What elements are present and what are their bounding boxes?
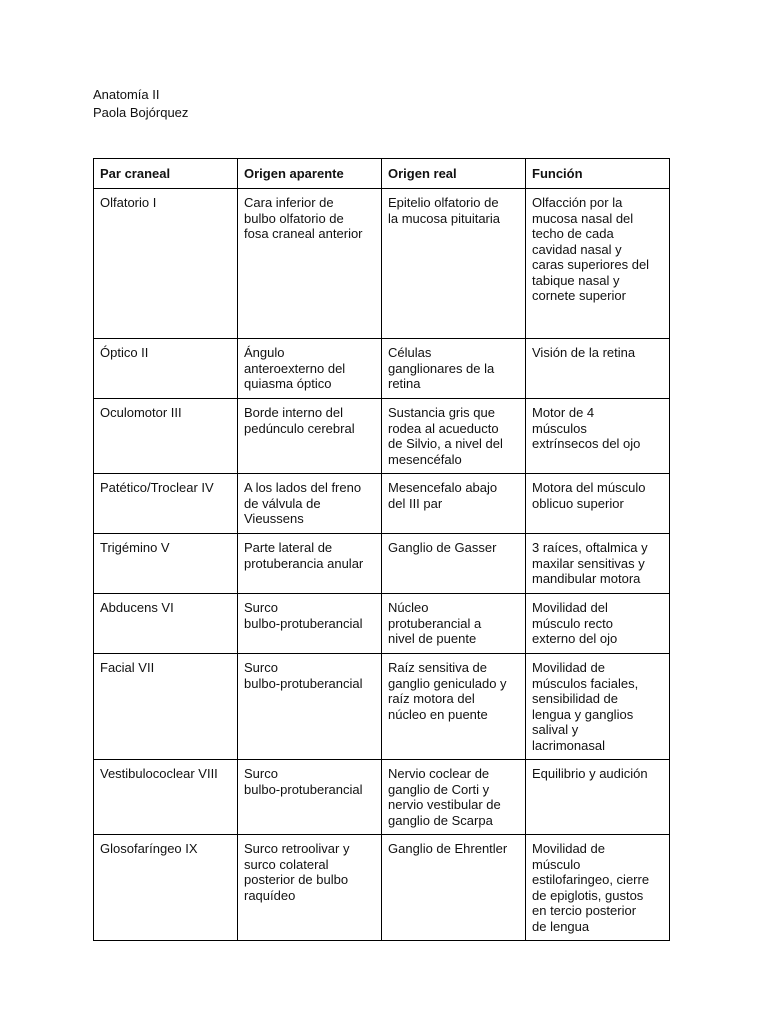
table-cell-par-craneal: Olfatorio I — [94, 189, 238, 339]
table-cell-par-craneal: Óptico II — [94, 339, 238, 399]
table-row — [94, 594, 670, 654]
table-cell-funcion: Olfacción por la mucosa nasal del techo de cada cavidad nasal y caras superiores del tabique nasal y cornete superior — [526, 189, 670, 339]
table-cell-origen-aparente: Borde interno del pedúnculo cerebral — [238, 399, 382, 474]
table-cell-par-craneal: Oculomotor III — [94, 399, 238, 474]
column-header-origen-real: Origen real — [382, 159, 526, 189]
column-header-funcion: Función — [526, 159, 670, 189]
table-row — [94, 534, 670, 594]
table-cell-par-craneal: Abducens VI — [94, 594, 238, 654]
table-cell-origen-real: Ganglio de Ehrentler — [382, 835, 526, 941]
document-header — [93, 86, 188, 122]
table-row — [94, 654, 670, 760]
table-cell-funcion: Movilidad de músculo estilofaringeo, cierre de epiglotis, gustos en tercio posterior de lengua — [526, 835, 670, 941]
table-cell-par-craneal: Vestibulococlear VIII — [94, 760, 238, 835]
cranial-nerves-table — [93, 158, 670, 941]
table-row — [94, 760, 670, 835]
table-row — [94, 835, 670, 941]
table-cell-funcion: Visión de la retina — [526, 339, 670, 399]
course-title: Anatomía II — [93, 87, 160, 102]
table-cell-origen-aparente: Surco bulbo-protuberancial — [238, 594, 382, 654]
table-row — [94, 189, 670, 339]
table-row — [94, 399, 670, 474]
table-cell-origen-real: Raíz sensitiva de ganglio geniculado y raíz motora del núcleo en puente — [382, 654, 526, 760]
table-cell-origen-aparente: Surco retroolivar y surco colateral posterior de bulbo raquídeo — [238, 835, 382, 941]
column-header-origen-aparente: Origen aparente — [238, 159, 382, 189]
table-cell-funcion: Equilibrio y audición — [526, 760, 670, 835]
table-row — [94, 339, 670, 399]
table-row — [94, 474, 670, 534]
table-header-row — [94, 159, 670, 189]
table-cell-funcion: 3 raíces, oftalmica y maxilar sensitivas y mandibular motora — [526, 534, 670, 594]
table-cell-origen-real: Mesencefalo abajo del III par — [382, 474, 526, 534]
table-cell-origen-real: Epitelio olfatorio de la mucosa pituitaria — [382, 189, 526, 339]
table-cell-origen-aparente: Surco bulbo-protuberancial — [238, 760, 382, 835]
table-cell-origen-aparente: Parte lateral de protuberancia anular — [238, 534, 382, 594]
table-cell-origen-aparente: Surco bulbo-protuberancial — [238, 654, 382, 760]
column-header-par-craneal: Par craneal — [94, 159, 238, 189]
table-cell-funcion: Motora del músculo oblicuo superior — [526, 474, 670, 534]
author-name: Paola Bojórquez — [93, 105, 189, 120]
table-cell-origen-aparente: A los lados del freno de válvula de Vieussens — [238, 474, 382, 534]
table-cell-par-craneal: Glosofaríngeo IX — [94, 835, 238, 941]
table-cell-origen-real: Células ganglionares de la retina — [382, 339, 526, 399]
table-cell-par-craneal: Facial VII — [94, 654, 238, 760]
table-cell-origen-aparente: Ángulo anteroexterno del quiasma óptico — [238, 339, 382, 399]
table-cell-funcion: Movilidad del músculo recto externo del ojo — [526, 594, 670, 654]
table-cell-par-craneal: Patético/Troclear IV — [94, 474, 238, 534]
table-cell-origen-real: Núcleo protuberancial a nivel de puente — [382, 594, 526, 654]
table-cell-origen-real: Ganglio de Gasser — [382, 534, 526, 594]
table-cell-funcion: Movilidad de músculos faciales, sensibilidad de lengua y ganglios salival y lacrimonasal — [526, 654, 670, 760]
table-cell-origen-aparente: Cara inferior de bulbo olfatorio de fosa craneal anterior — [238, 189, 382, 339]
table-cell-funcion: Motor de 4 músculos extrínsecos del ojo — [526, 399, 670, 474]
table-cell-par-craneal: Trigémino V — [94, 534, 238, 594]
table-cell-origen-real: Sustancia gris que rodea al acueducto de Silvio, a nivel del mesencéfalo — [382, 399, 526, 474]
table-cell-origen-real: Nervio coclear de ganglio de Corti y nervio vestibular de ganglio de Scarpa — [382, 760, 526, 835]
